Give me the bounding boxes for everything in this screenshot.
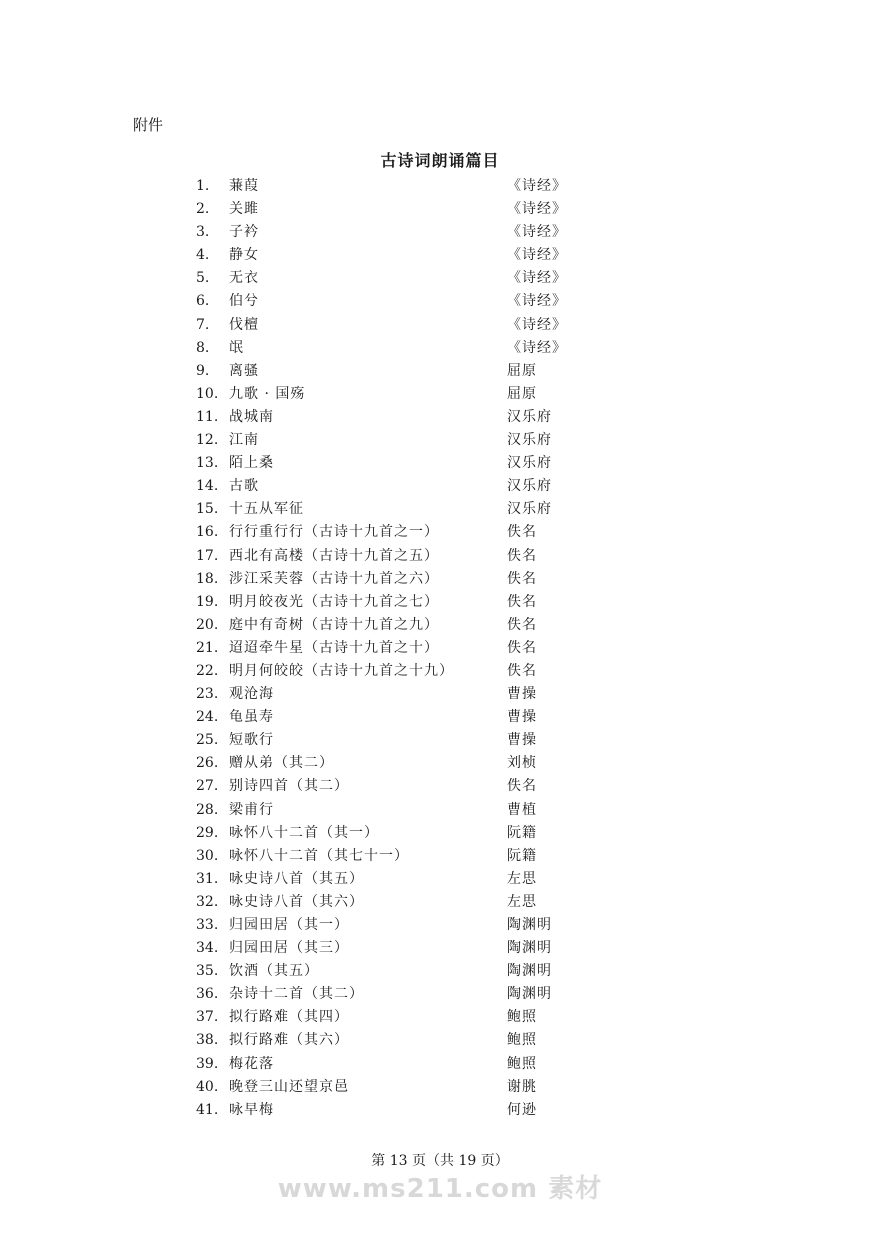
poem-author: 《诗经》 <box>507 247 567 264</box>
poem-number: 10. <box>196 385 219 402</box>
list-item <box>0 244 880 267</box>
poem-author: 汉乐府 <box>507 432 552 449</box>
poem-title: 无衣 <box>229 270 259 287</box>
poem-title: 咏怀八十二首（其七十一） <box>229 847 409 864</box>
poem-author: 《诗经》 <box>507 270 567 287</box>
poem-number: 33. <box>196 917 219 933</box>
poem-author: 鲍照 <box>507 1032 537 1049</box>
poem-title: 离骚 <box>229 362 259 379</box>
poem-author: 佚名 <box>507 593 537 610</box>
poem-author: 汉乐府 <box>507 501 552 518</box>
list-item <box>0 822 880 845</box>
poem-number: 14. <box>196 478 219 495</box>
poem-number: 9. <box>196 362 210 379</box>
list-item <box>0 1029 880 1052</box>
poem-author: 佚名 <box>507 524 537 541</box>
list-item <box>0 706 880 729</box>
poem-title: 梁甫行 <box>229 801 274 818</box>
poem-title: 归园田居（其三） <box>229 940 349 957</box>
list-item <box>0 591 880 614</box>
poem-number: 31. <box>196 870 219 887</box>
poem-author: 谢朓 <box>507 1078 537 1095</box>
list-item <box>0 1076 880 1099</box>
poem-author: 佚名 <box>507 639 537 656</box>
poem-author: 《诗经》 <box>507 224 567 241</box>
list-item <box>0 198 880 221</box>
poem-number: 21. <box>196 639 219 656</box>
list-item <box>0 799 880 822</box>
document-title: 古诗词朗诵篇目 <box>380 151 500 170</box>
poem-number: 8. <box>196 339 210 356</box>
poem-number: 12. <box>196 432 219 449</box>
poem-title: 静女 <box>229 247 259 264</box>
poem-author: 屈原 <box>507 385 537 402</box>
poem-number: 36. <box>196 986 219 1003</box>
poem-number: 27. <box>196 778 219 795</box>
poem-list <box>0 175 880 1122</box>
poem-number: 35. <box>196 963 219 980</box>
poem-number: 19. <box>196 593 219 610</box>
poem-author: 《诗经》 <box>507 178 567 194</box>
poem-author: 曹操 <box>507 709 537 726</box>
list-item <box>0 290 880 313</box>
list-item <box>0 775 880 798</box>
poem-title: 咏史诗八首（其六） <box>229 893 364 910</box>
poem-number: 34. <box>196 940 219 957</box>
list-item <box>0 475 880 498</box>
poem-author: 阮籍 <box>507 824 537 841</box>
poem-author: 阮籍 <box>507 847 537 864</box>
list-item <box>0 637 880 660</box>
poem-author: 汉乐府 <box>507 408 552 425</box>
poem-number: 6. <box>196 293 210 310</box>
poem-title: 西北有高楼（古诗十九首之五） <box>229 547 439 564</box>
list-item <box>0 914 880 937</box>
poem-number: 4. <box>196 247 210 264</box>
list-item <box>0 383 880 406</box>
poem-title: 拟行路难（其四） <box>229 1009 349 1026</box>
poem-number: 30. <box>196 847 219 864</box>
poem-author: 《诗经》 <box>507 316 567 333</box>
poem-title: 蒹葭 <box>229 178 259 194</box>
poem-author: 《诗经》 <box>507 293 567 310</box>
poem-author: 佚名 <box>507 662 537 679</box>
poem-author: 《诗经》 <box>507 339 567 356</box>
list-item <box>0 545 880 568</box>
list-item <box>0 521 880 544</box>
poem-number: 2. <box>196 201 210 218</box>
poem-title: 晚登三山还望京邑 <box>229 1078 349 1095</box>
poem-title: 梅花落 <box>229 1055 274 1072</box>
poem-title: 战城南 <box>229 408 274 425</box>
poem-number: 3. <box>196 224 210 241</box>
poem-number: 20. <box>196 616 219 633</box>
list-item <box>0 267 880 290</box>
list-item <box>0 891 880 914</box>
poem-title: 明月何皎皎（古诗十九首之十九） <box>229 662 454 679</box>
list-item <box>0 937 880 960</box>
poem-title: 短歌行 <box>229 732 274 749</box>
list-item <box>0 568 880 591</box>
list-item <box>0 1053 880 1076</box>
page-footer: 第 13 页（共 19 页） <box>371 1153 509 1169</box>
poem-title: 江南 <box>229 432 259 449</box>
poem-title: 观沧海 <box>229 686 274 703</box>
poem-number: 28. <box>196 801 219 818</box>
list-item <box>0 452 880 475</box>
poem-author: 屈原 <box>507 362 537 379</box>
poem-title: 咏早梅 <box>229 1101 274 1118</box>
poem-title: 咏怀八十二首（其一） <box>229 824 379 841</box>
poem-number: 11. <box>196 408 219 425</box>
poem-author: 佚名 <box>507 778 537 795</box>
poem-author: 鲍照 <box>507 1055 537 1072</box>
watermark: www.ms211.com 素材 <box>277 1174 603 1204</box>
poem-author: 《诗经》 <box>507 201 567 218</box>
poem-number: 38. <box>196 1032 219 1049</box>
poem-title: 氓 <box>229 339 244 356</box>
poem-number: 23. <box>196 686 219 703</box>
poem-number: 5. <box>196 270 210 287</box>
list-item <box>0 729 880 752</box>
list-item <box>0 660 880 683</box>
poem-number: 39. <box>196 1055 219 1072</box>
poem-author: 左思 <box>507 893 537 910</box>
poem-number: 13. <box>196 455 219 472</box>
poem-author: 刘桢 <box>507 755 537 772</box>
poem-author: 佚名 <box>507 616 537 633</box>
list-item <box>0 960 880 983</box>
list-item <box>0 683 880 706</box>
attachment-label: 附件 <box>133 116 164 134</box>
poem-number: 1. <box>196 178 210 194</box>
list-item <box>0 221 880 244</box>
poem-author: 汉乐府 <box>507 478 552 495</box>
list-item <box>0 314 880 337</box>
poem-author: 陶渊明 <box>507 986 552 1003</box>
poem-number: 29. <box>196 824 219 841</box>
list-item <box>0 845 880 868</box>
poem-author: 佚名 <box>507 547 537 564</box>
poem-author: 鲍照 <box>507 1009 537 1026</box>
poem-title: 拟行路难（其六） <box>229 1032 349 1049</box>
poem-author: 曹植 <box>507 801 537 818</box>
poem-title: 饮酒（其五） <box>229 963 319 980</box>
poem-author: 何逊 <box>507 1101 537 1118</box>
poem-number: 17. <box>196 547 219 564</box>
poem-number: 22. <box>196 662 219 679</box>
poem-title: 古歌 <box>229 478 259 495</box>
poem-number: 15. <box>196 501 219 518</box>
list-item <box>0 429 880 452</box>
poem-title: 伐檀 <box>229 316 259 333</box>
list-item <box>0 360 880 383</box>
poem-number: 24. <box>196 709 219 726</box>
list-item <box>0 614 880 637</box>
poem-author: 曹操 <box>507 732 537 749</box>
poem-title: 涉江采芙蓉（古诗十九首之六） <box>229 570 439 587</box>
poem-title: 庭中有奇树（古诗十九首之九） <box>229 616 439 633</box>
poem-number: 37. <box>196 1009 219 1026</box>
poem-title: 龟虽寿 <box>229 709 274 726</box>
poem-number: 25. <box>196 732 219 749</box>
poem-number: 41. <box>196 1101 219 1118</box>
poem-author: 曹操 <box>507 686 537 703</box>
list-item <box>0 498 880 521</box>
poem-title: 咏史诗八首（其五） <box>229 870 364 887</box>
poem-title: 九歌 · 国殇 <box>229 385 306 402</box>
poem-title: 伯兮 <box>229 293 259 310</box>
poem-number: 26. <box>196 755 219 772</box>
poem-number: 7. <box>196 316 210 333</box>
poem-title: 行行重行行（古诗十九首之一） <box>229 524 439 541</box>
list-item <box>0 175 880 198</box>
poem-number: 18. <box>196 570 219 587</box>
poem-number: 16. <box>196 524 219 541</box>
poem-number: 32. <box>196 893 219 910</box>
poem-title: 关雎 <box>229 201 259 218</box>
list-item <box>0 337 880 360</box>
poem-title: 明月皎夜光（古诗十九首之七） <box>229 593 439 610</box>
list-item <box>0 1006 880 1029</box>
poem-title: 杂诗十二首（其二） <box>229 986 364 1003</box>
poem-author: 陶渊明 <box>507 963 552 980</box>
poem-author: 陶渊明 <box>507 940 552 957</box>
list-item <box>0 752 880 775</box>
list-item <box>0 983 880 1006</box>
poem-title: 十五从军征 <box>229 501 304 518</box>
poem-author: 陶渊明 <box>507 917 552 933</box>
poem-author: 佚名 <box>507 570 537 587</box>
list-item <box>0 406 880 429</box>
poem-title: 迢迢牵牛星（古诗十九首之十） <box>229 639 439 656</box>
poem-author: 左思 <box>507 870 537 887</box>
poem-number: 40. <box>196 1078 219 1095</box>
poem-title: 子衿 <box>229 224 259 241</box>
poem-title: 归园田居（其一） <box>229 917 349 933</box>
poem-author: 汉乐府 <box>507 455 552 472</box>
list-item <box>0 868 880 891</box>
poem-title: 别诗四首（其二） <box>229 778 349 795</box>
list-item <box>0 1099 880 1122</box>
poem-title: 赠从弟（其二） <box>229 755 334 772</box>
poem-title: 陌上桑 <box>229 455 274 472</box>
